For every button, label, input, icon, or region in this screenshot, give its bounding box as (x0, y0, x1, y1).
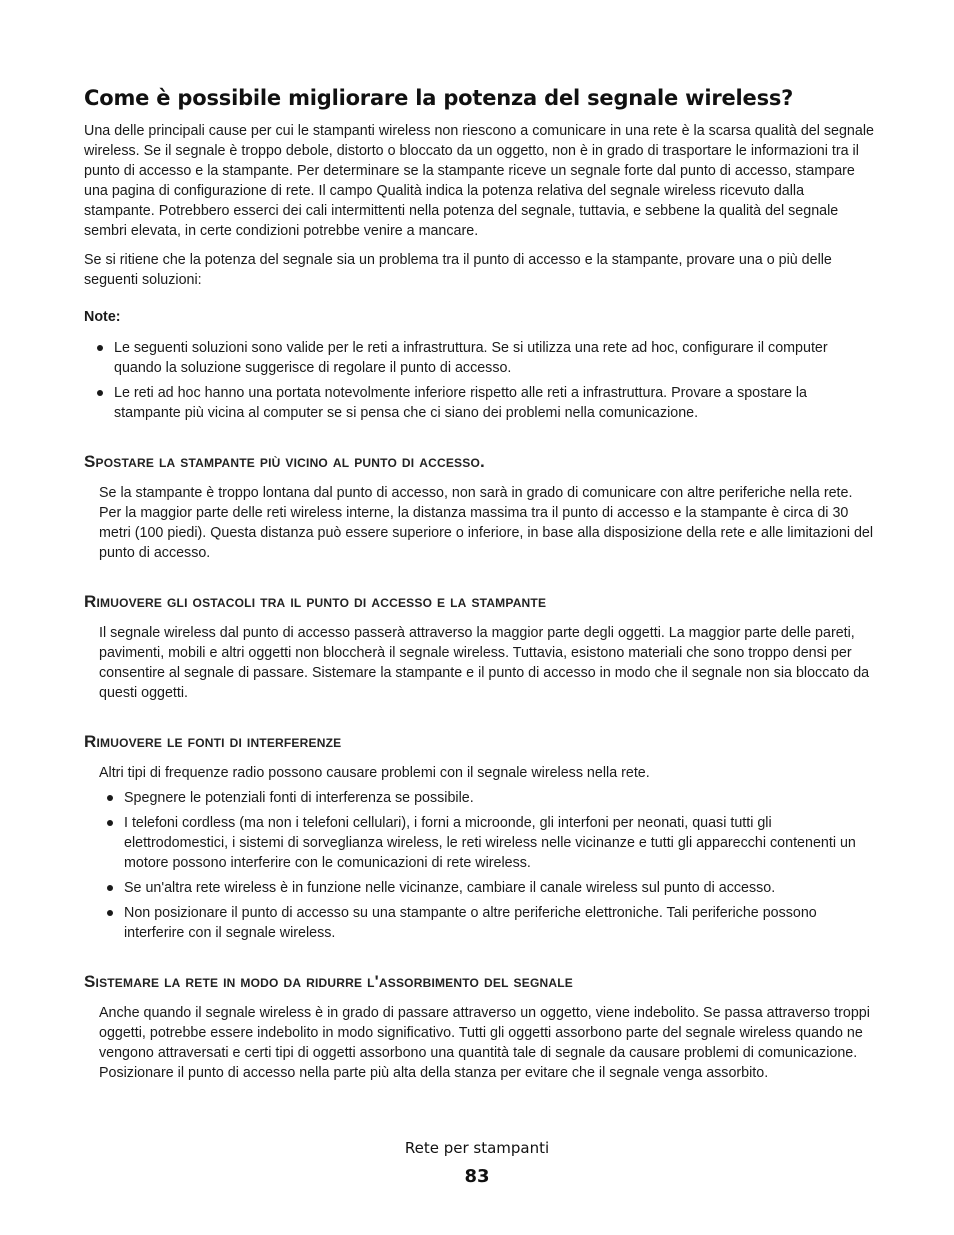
section-body-move-printer: Se la stampante è troppo lontana dal punto di accesso, non sarà in grado di comunicare con altre periferiche nella rete. Per la maggior parte delle reti wireless interne, la distanza massima tra il punto di accesso e la stampante è circa di 30 metri (100 piedi). Questa distanza può essere superiore o inferiore, in base alla disposizione della rete e alle limitazioni del punto di accesso. (99, 485, 874, 561)
interference-item: Spegnere le potenziali fonti di interferenza se possibile. (94, 788, 876, 808)
interference-item: Se un'altra rete wireless è in funzione nelle vicinanze, cambiare il canale wireless sul punto di accesso. (94, 878, 876, 898)
bullet-icon (107, 910, 113, 916)
note-label: Note: (84, 309, 121, 325)
section-heading-absorption: Sistemare la rete in modo da ridurre l'assorbimento del segnale (84, 972, 573, 991)
bullet-icon (97, 345, 103, 351)
interference-item: Non posizionare il punto di accesso su una stampante o altre periferiche elettroniche. Tali periferiche possono interferire con il segnale wireless. (94, 903, 876, 943)
section-heading-interference: Rimuovere le fonti di interferenze (84, 732, 342, 751)
bullet-icon (107, 820, 113, 826)
section-heading-move-printer: Spostare la stampante più vicino al punto di accesso. (84, 452, 485, 471)
section-body-remove-obstacles: Il segnale wireless dal punto di accesso passerà attraverso la maggior parte degli oggetti. La maggior parte delle pareti, pavimenti, mobili e altri oggetti non bloccherà il segnale wireless. Tuttavia, esistono materiali che sono troppo densi per consentire al segnale di passare. Sistemare la stampante e il punto di accesso in modo che il segnale non sia bloccato da questi oggetti. (99, 625, 870, 701)
section-heading-remove-obstacles: Rimuovere gli ostacoli tra il punto di accesso e la stampante (84, 592, 547, 611)
intro-paragraph-1: Una delle principali cause per cui le stampanti wireless non riescono a comunicare in una rete è la scarsa qualità del segnale wireless. Se il segnale è troppo debole, distorto o bloccato da un oggetto, non è in grado di trasportare le informazioni tra il punto di accesso e la stampante. Per determinare se la stampante riceve un segnale forte dal punto di accesso, stampare una pagina di configurazione di rete. Il campo Qualità indica la potenza relativa del segnale wireless ricevuto dalla stampante. Potrebbero esserci dei cali intermittenti nella potenza del segnale, tuttavia, e sebbene la qualità del segnale sembri elevata, in certe condizioni potrebbe venire a mancare. (84, 123, 874, 239)
note-list (84, 338, 874, 428)
page-title: Come è possibile migliorare la potenza del segnale wireless? (84, 86, 794, 110)
bullet-icon (107, 795, 113, 801)
page-number: 83 (464, 1166, 490, 1187)
note-item: Le reti ad hoc hanno una portata notevolmente inferiore rispetto alle reti a infrastruttura. Provare a spostare la stampante più vicina al computer se si pensa che ci siano dei problemi nella comunicazione. (84, 383, 874, 423)
bullet-icon (107, 885, 113, 891)
footer-section-name: Rete per stampanti (404, 1139, 550, 1157)
section-body-interference: Altri tipi di frequenze radio possono causare problemi con il segnale wireless nella rete. (99, 765, 650, 781)
interference-list (94, 788, 876, 948)
interference-item: I telefoni cordless (ma non i telefoni cellulari), i forni a microonde, gli interfoni per neonati, quasi tutti gli elettrodomestici, i sistemi di sorveglianza wireless, le reti wireless nelle vicinanze e tutti gli apparecchi contenenti un motore possono interferire con le comunicazioni di rete wireless. (94, 813, 876, 873)
bullet-icon (97, 390, 103, 396)
intro-paragraph-2: Se si ritiene che la potenza del segnale sia un problema tra il punto di accesso e la stampante, provare una o più delle seguenti soluzioni: (84, 252, 832, 288)
section-body-absorption: Anche quando il segnale wireless è in grado di passare attraverso un oggetto, viene indebolito. Se passa attraverso troppi oggetti, potrebbe essere indebolito in modo significativo. Tutti gli oggetti assorbono parte del segnale wireless quando ne vengono attraversati e certi tipi di oggetti assorbono una quantità tale di segnale da causare problemi di comunicazione. Posizionare il punto di accesso nella parte più alta della stanza per evitare che il segnale venga assorbito. (99, 1005, 870, 1081)
note-item: Le seguenti soluzioni sono valide per le reti a infrastruttura. Se si utilizza una rete ad hoc, configurare il computer quando la soluzione suggerisce di regolare il punto di accesso. (84, 338, 874, 378)
